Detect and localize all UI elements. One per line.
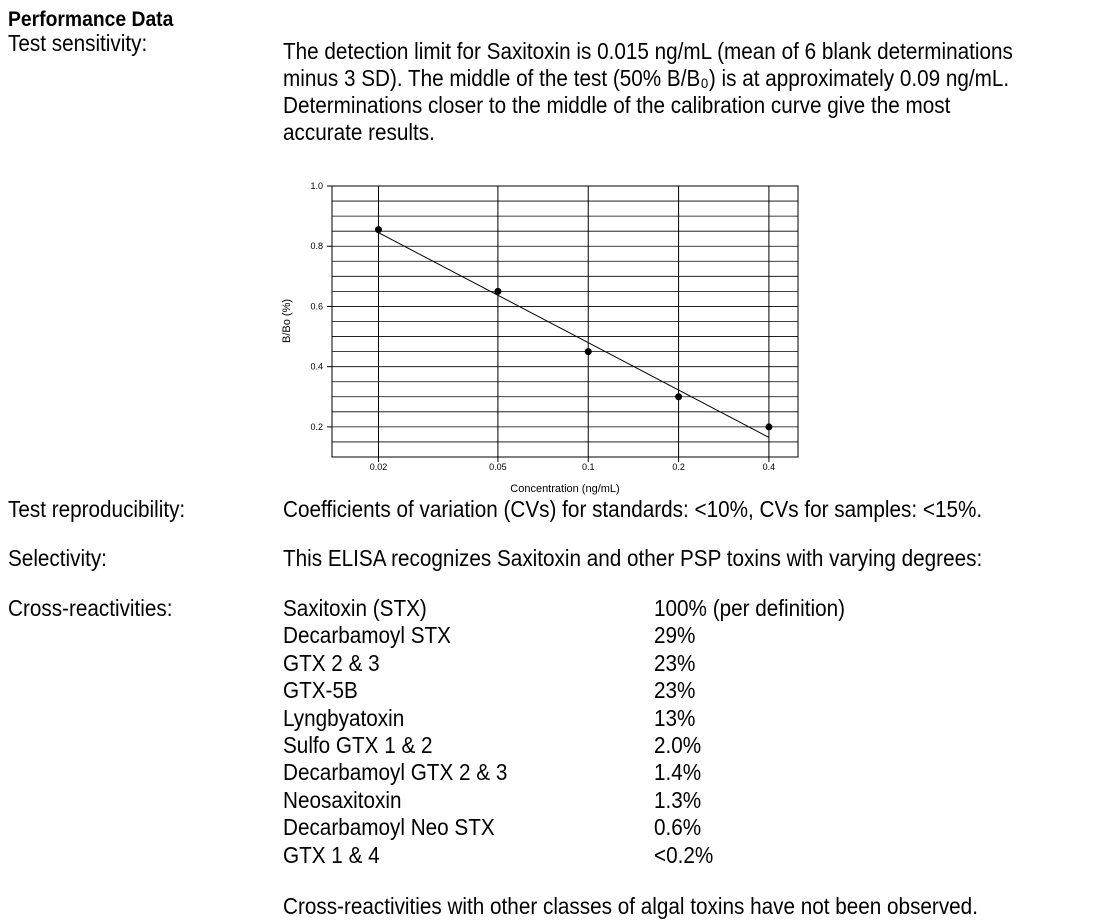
x-tick-label: 0.05 <box>489 462 507 472</box>
sensitivity-line: accurate results. <box>283 119 435 145</box>
y-tick-label: 0.4 <box>310 361 323 372</box>
data-point <box>494 288 501 295</box>
cross-reactivity-value: 13% <box>654 704 696 731</box>
x-tick-label: 0.4 <box>762 462 776 472</box>
cross-reactivity-note: Cross-reactivities with other classes of algal toxins have not been observed. <box>283 893 978 919</box>
cross-reactivity-name: Decarbamoyl Neo STX <box>283 814 495 841</box>
x-tick-label: 0.02 <box>369 462 388 472</box>
sensitivity-label: Test sensitivity: <box>8 30 148 56</box>
cross-reactivity-name: Saxitoxin (STX) <box>283 595 427 621</box>
data-point <box>765 423 772 430</box>
cross-reactivity-name: GTX 2 & 3 <box>283 649 380 676</box>
cross-reactivity-value: 0.6% <box>654 814 702 841</box>
y-axis-label: B/Bo (%) <box>281 298 293 344</box>
x-axis-label: Concentration (ng/mL) <box>510 483 620 495</box>
cross-reactivity-name: Sulfo GTX 1 & 2 <box>283 732 433 758</box>
fit-line <box>378 233 768 438</box>
cross-reactivities-label: Cross-reactivities: <box>8 595 173 621</box>
y-tick-label: 0.6 <box>310 301 323 312</box>
sensitivity-line: The detection limit for Saxitoxin is 0.015 ng/mL (mean of 6 blank determinations <box>283 38 1013 64</box>
selectivity-text: This ELISA recognizes Saxitoxin and other PSP toxins with varying degrees: <box>283 545 983 571</box>
data-points <box>375 226 772 430</box>
sensitivity-line: Determinations closer to the middle of the calibration curve give the most <box>283 92 951 118</box>
page-title: Performance Data <box>8 8 174 31</box>
y-tick-label: 0.2 <box>310 421 323 432</box>
y-axis-ticks <box>310 181 332 432</box>
cross-reactivity-value: 1.3% <box>654 786 702 813</box>
data-point <box>585 348 592 355</box>
cross-reactivity-value: 23% <box>654 677 696 704</box>
x-tick-label: 0.1 <box>581 462 595 472</box>
reproducibility-label: Test reproducibility: <box>8 496 186 522</box>
x-tick-label: 0.2 <box>672 462 685 472</box>
x-axis-ticks <box>370 457 775 472</box>
y-tick-label: 1.0 <box>310 181 323 191</box>
cross-reactivity-value: 1.4% <box>654 759 702 786</box>
cross-reactivity-name: Lyngbyatoxin <box>283 704 405 731</box>
reproducibility-text: Coefficients of variation (CVs) for standards: <10%, CVs for samples: <15%. <box>283 496 983 522</box>
selectivity-label: Selectivity: <box>8 545 107 571</box>
cross-reactivity-value: 29% <box>654 622 696 649</box>
sensitivity-line: minus 3 SD). The middle of the test (50% B/B₀) is at approximately 0.09 ng/mL. <box>283 65 1010 91</box>
cross-reactivity-value: 2.0% <box>654 732 702 758</box>
cross-reactivity-name: Decarbamoyl GTX 2 & 3 <box>283 759 508 786</box>
cross-reactivity-name: Decarbamoyl STX <box>283 622 451 649</box>
cross-reactivity-value: <0.2% <box>654 841 714 868</box>
y-tick-label: 0.8 <box>310 241 323 252</box>
calibration-chart <box>270 176 810 496</box>
data-point <box>375 226 382 233</box>
cross-reactivity-name: GTX 1 & 4 <box>283 841 380 868</box>
cross-reactivity-value: 23% <box>654 649 696 676</box>
cross-reactivity-name: Neosaxitoxin <box>283 786 402 813</box>
cross-reactivity-name: GTX-5B <box>283 677 358 704</box>
cross-reactivity-value: 100% (per definition) <box>654 595 846 621</box>
data-point <box>675 393 682 400</box>
sensitivity-paragraph <box>283 38 1013 146</box>
